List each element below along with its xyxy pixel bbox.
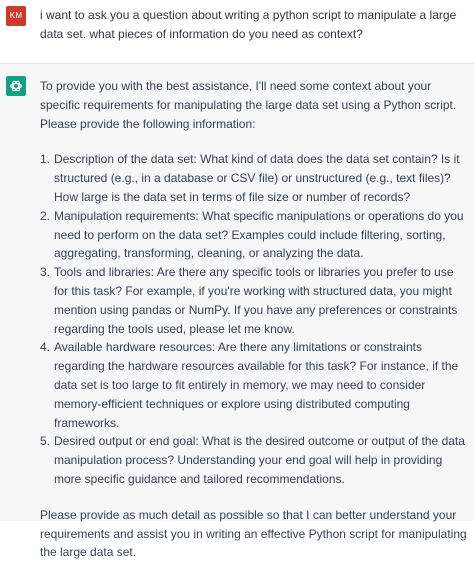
user-avatar: KM [6,6,26,26]
list-item [40,338,470,432]
list-item-number: 2. [40,208,51,223]
user-message-row [0,0,474,64]
user-message-text: i want to ask you a question about writing a python script to manipulate a large data set. what pieces of information do you need as context? [40,8,457,41]
list-item-number: 5. [40,434,51,449]
list-item [40,263,470,338]
list-item-text: Description of the data set: What kind of data does the data set contain? Is it structured (e.g., in a database or CSV file) or unstructured (e.g., text files)? How large is the data set in terms of file size or number of records? [54,152,460,204]
assistant-message-row [0,64,474,560]
list-item-number: 3. [40,265,51,280]
list-item-text: Manipulation requirements: What specific manipulations or operations do you need to perform on the data set? Examples could include filtering, sorting, aggregating, transforming, cleaning, or analyzing the data. [54,208,464,261]
list-item-text: Tools and libraries: Are there any specific tools or libraries you prefer to use for this task? For example, if you're working with structured data, you might mention using pandas or NumPy. If you have any preferences or constraints regarding the tools used, please let me know. [54,265,458,336]
list-item [40,150,470,206]
requirements-list [40,150,470,488]
list-item [40,432,470,488]
list-item [40,207,470,263]
assistant-closing: Please provide as much detail as possible so that I can better understand your requirements and assist you in writing an effective Python script for manipulating the large data set. [40,507,467,560]
list-item-number: 1. [40,152,51,167]
list-item-number: 4. [40,340,51,355]
openai-logo-icon [6,76,26,96]
list-item-text: Desired output or end goal: What is the desired outcome or output of the data manipulation process? Understanding your end goal will help in providing more specific guidance and tailored recommendations. [54,434,465,486]
assistant-message-content [40,77,470,562]
assistant-intro: To provide you with the best assistance, I'll need some context about your specific requirements for manipulating the large data set using a Python script. Please provide the following information: [40,79,457,131]
list-item-text: Available hardware resources: Are there any limitations or constraints regarding the hardware resources available for this task? For instance, if the data set is too large to fit entirely in memory, we may need to consider memory-efficient techniques or explore using distributed computing frameworks. [54,340,459,430]
